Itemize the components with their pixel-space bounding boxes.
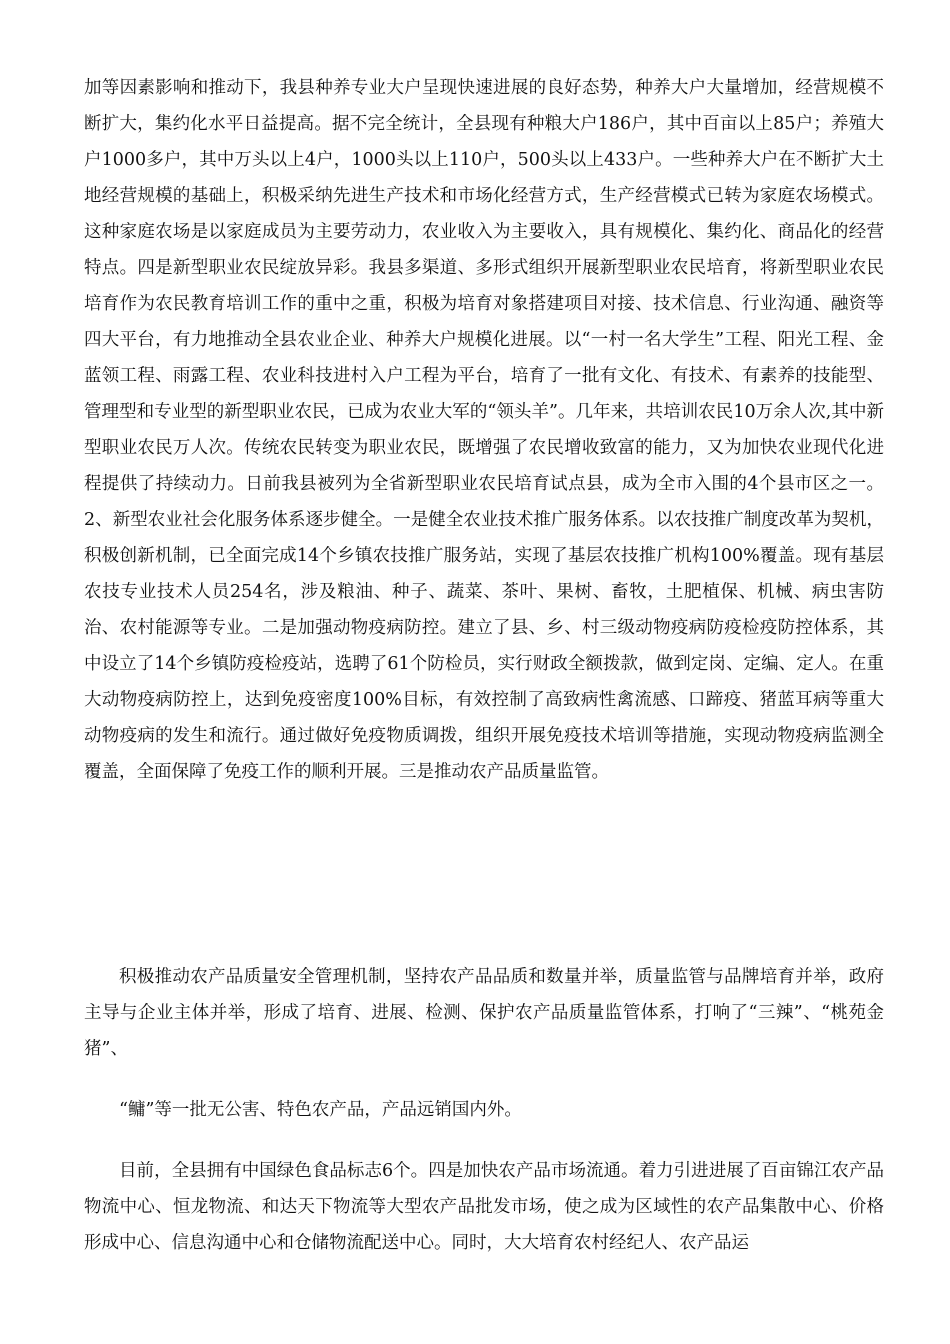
document-page [84, 70, 884, 1261]
paragraph-4: 目前，全县拥有中国绿色食品标志6个。四是加快农产品市场流通。着力引进进展了百亩锦江农产品物流中心、恒龙物流、和达天下物流等大型农产品批发市场，使之成为区域性的农产品集散中心、价格形成中心、信息沟通中心和仓储物流配送中心。同时，大大培育农村经纪人、农产品运 [84, 1161, 884, 1253]
paragraph-2: 积极推动农产品质量安全管理机制，坚持农产品品质和数量并举，质量监管与品牌培育并举，政府主导与企业主体并举，形成了培育、进展、检测、保护农产品质量监管体系，打响了“三辣”、“桃苑金猪”、 [84, 967, 884, 1059]
paragraph-3: “鳙”等一批无公害、特色农产品，产品远销国内外。 [119, 1100, 522, 1120]
paragraph-1: 加等因素影响和推动下，我县种养专业大户呈现快速进展的良好态势，种养大户大量增加，经营规模不断扩大，集约化水平日益提高。据不完全统计，全县现有种粮大户186户，其中百亩以上85户；养殖大户1000多户，其中万头以上4户，1000头以上110户，500头以上433户。一些种养大户在不断扩大土地经营规模的基础上，积极采纳先进生产技术和市场化经营方式，生产经营模式已转为家庭农场模式。这种家庭农场是以家庭成员为主要劳动力，农业收入为主要收入，具有规模化、集约化、商品化的经营特点。四是新型职业农民绽放异彩。我县多渠道、多形式组织开展新型职业农民培育，将新型职业农民培育作为农民教育培训工作的重中之重，积极为培育对象搭建项目对接、技术信息、行业沟通、融资等四大平台，有力地推动全县农业企业、种养大户规模化进展。以“一村一名大学生”工程、阳光工程、金蓝领工程、雨露工程、农业科技进村入户工程为平台，培育了一批有文化、有技术、有素养的技能型、管理型和专业型的新型职业农民，已成为农业大军的“领头羊”。几年来，共培训农民10万余人次,其中新型职业农民万人次。传统农民转变为职业农民，既增强了农民增收致富的能力，又为加快农业现代化进程提供了持续动力。日前我县被列为全省新型职业农民培育试点县，成为全市入围的4个县市区之一。2、新型农业社会化服务体系逐步健全。一是健全农业技术推广服务体系。以农技推广制度改革为契机，积极创新机制，已全面完成14个乡镇农技推广服务站，实现了基层农技推广机构100%覆盖。现有基层农技专业技术人员254名，涉及粮油、种子、蔬菜、茶叶、果树、畜牧，土肥植保、机械、病虫害防治、农村能源等专业。二是加强动物疫病防控。建立了县、乡、村三级动物疫病防疫检疫防控体系，其中设立了14个乡镇防疫检疫站，选聘了61个防检员，实行财政全额拨款，做到定岗、定编、定人。在重大动物疫病防控上，达到免疫密度100%目标，有效控制了高致病性禽流感、口蹄疫、猪蓝耳病等重大动物疫病的发生和流行。通过做好免疫物质调拨，组织开展免疫技术培训等措施，实现动物疫病监测全覆盖，全面保障了免疫工作的顺利开展。三是推动农产品质量监管。 [84, 78, 884, 782]
